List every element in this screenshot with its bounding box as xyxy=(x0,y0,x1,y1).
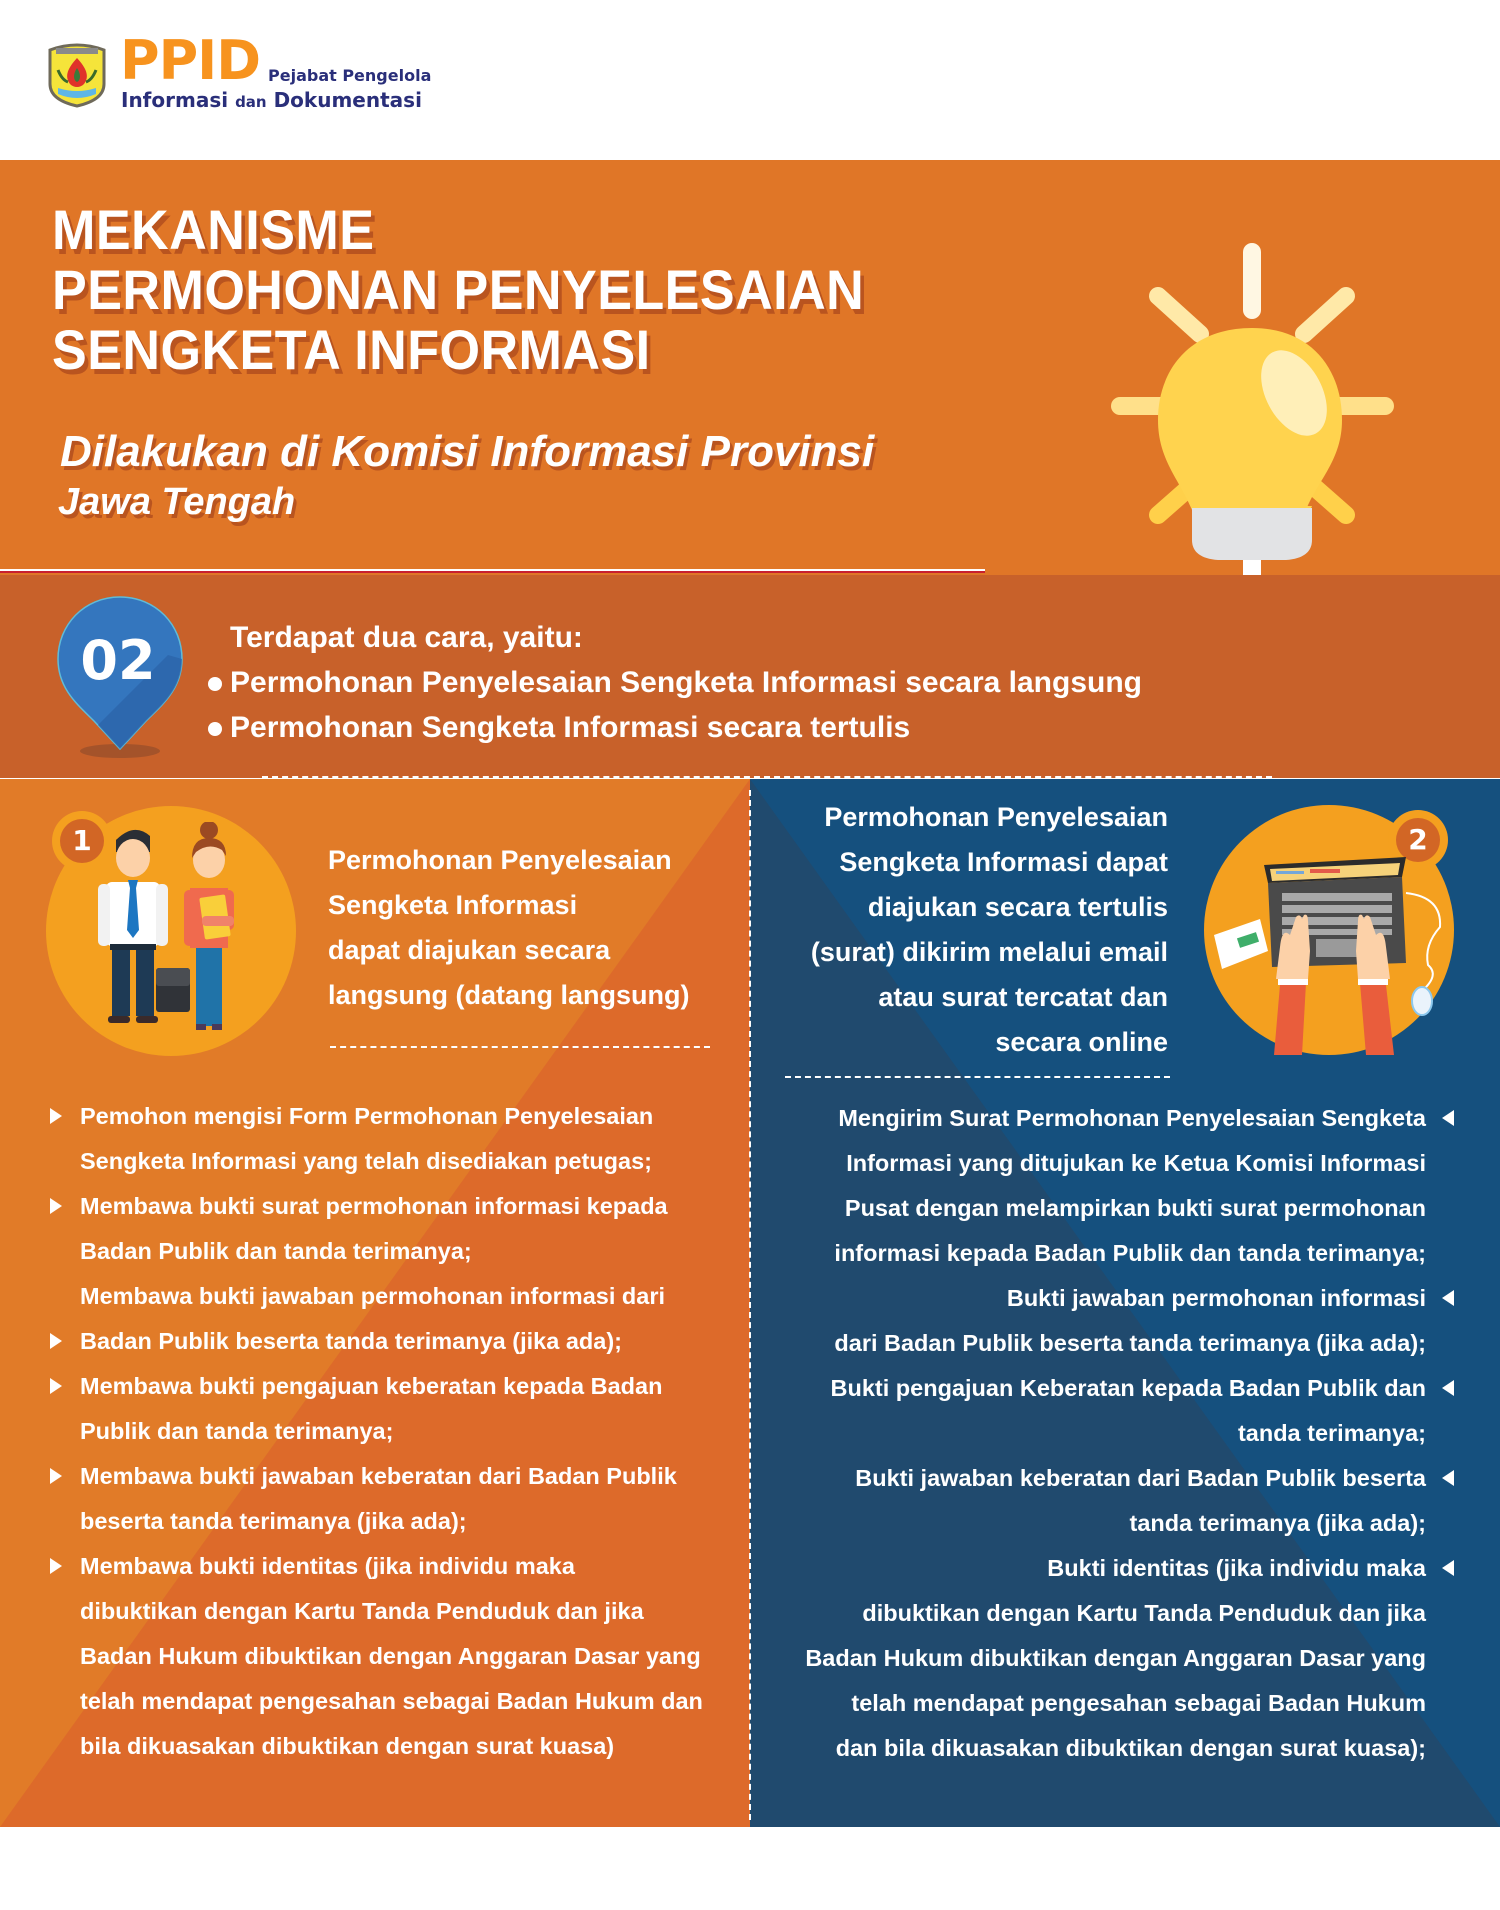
list-item-start: Bukti jawaban keberatan dari Badan Publik beserta xyxy=(770,1456,1460,1501)
list-item-continuation: Badan Hukum dibuktikan dengan Anggaran Dasar yang xyxy=(805,1645,1426,1671)
list-item-continuation: dibuktikan dengan Kartu Tanda Penduduk dan jika xyxy=(80,1598,644,1624)
list-item-start: Membawa bukti jawaban keberatan dari Badan Publik xyxy=(48,1454,738,1499)
list-item-continuation: telah mendapat pengesahan sebagai Badan Hukum dan xyxy=(80,1688,703,1714)
list-item-start: Bukti identitas (jika individu maka xyxy=(770,1546,1460,1591)
list-item-continuation: Membawa bukti jawaban permohonan informasi dari xyxy=(80,1283,665,1309)
regional-crest-icon xyxy=(46,40,108,108)
logo-tagline-line2 xyxy=(121,88,422,112)
subtitle-region: Jawa Tengah xyxy=(58,481,296,523)
people-icon xyxy=(92,822,252,1032)
title-line: SENGKETA INFORMASI xyxy=(52,318,651,381)
list-item-continuation: tanda terimanya (jika ada); xyxy=(1129,1510,1426,1536)
written-requirements-list xyxy=(770,1096,1460,1771)
band-text xyxy=(208,615,1142,750)
description-line: atau surat tercatat dan xyxy=(878,982,1168,1012)
left-dashed-divider xyxy=(330,1046,710,1048)
logo-word-dan: dan xyxy=(235,93,267,111)
list-item-start: Membawa bukti identitas (jika individu maka xyxy=(48,1544,738,1589)
svg-text:02: 02 xyxy=(80,629,156,692)
step-number-pin-icon xyxy=(50,593,190,758)
description-line: Sengketa Informasi dapat xyxy=(839,847,1168,877)
band-dashed-divider xyxy=(262,776,1272,778)
description-line: Permohonan Penyelesaian xyxy=(824,802,1168,832)
logo-acronym: PPID xyxy=(120,29,261,92)
list-item-continuation: beserta tanda terimanya (jika ada); xyxy=(80,1508,467,1534)
description-line: (surat) dikirim melalui email xyxy=(810,937,1168,967)
band-item: Permohonan Sengketa Informasi secara tertulis xyxy=(208,705,1142,750)
list-item-continuation: Badan Hukum dibuktikan dengan Anggaran Dasar yang xyxy=(80,1643,701,1669)
logo-tagline-line1: Pejabat Pengelola xyxy=(268,66,432,85)
laptop-typing-icon xyxy=(1210,855,1450,1055)
description-line: Permohonan Penyelesaian xyxy=(328,845,672,875)
logo-word-dokumentasi: Dokumentasi xyxy=(273,88,422,112)
list-item-start: Badan Publik beserta tanda terimanya (jika ada); xyxy=(48,1319,738,1364)
hero-section xyxy=(0,160,1500,575)
direct-requirements-list xyxy=(48,1094,738,1769)
list-item-continuation: Pusat dengan melampirkan bukti surat permohonan xyxy=(844,1195,1426,1221)
description-line: secara online xyxy=(995,1027,1168,1057)
description-line: dapat diajukan secara xyxy=(328,935,611,965)
logo-bar xyxy=(0,0,1500,160)
panel-vertical-divider xyxy=(749,790,751,1820)
title-divider xyxy=(0,569,985,573)
description-line: Sengketa Informasi xyxy=(328,890,578,920)
list-item-continuation: tanda terimanya; xyxy=(1237,1420,1426,1446)
list-item-continuation: dibuktikan dengan Kartu Tanda Penduduk dan jika xyxy=(862,1600,1426,1626)
step-badge-2: 2 xyxy=(1396,818,1440,862)
footer-space xyxy=(0,1827,1500,1910)
direct-method-description xyxy=(328,838,689,1018)
list-item-start: Membawa bukti pengajuan keberatan kepada Badan xyxy=(48,1364,738,1409)
list-item-start: Membawa bukti surat permohonan informasi kepada xyxy=(48,1184,738,1229)
logo-word-informasi: Informasi xyxy=(121,88,229,112)
list-item-continuation: Sengketa Informasi yang telah disediakan petugas; xyxy=(80,1148,652,1174)
list-item-start: Mengirim Surat Permohonan Penyelesaian Sengketa xyxy=(770,1096,1460,1141)
page-title xyxy=(52,200,925,380)
list-item-continuation: Informasi yang ditujukan ke Ketua Komisi Informasi xyxy=(846,1150,1426,1176)
title-line: PERMOHONAN PENYELESAIAN xyxy=(52,258,865,321)
list-item-continuation: telah mendapat pengesahan sebagai Badan Hukum xyxy=(851,1690,1426,1716)
right-dashed-divider xyxy=(785,1076,1170,1078)
list-item-continuation: dan bila dikuasakan dibuktikan dengan surat kuasa); xyxy=(835,1735,1426,1761)
written-method-description xyxy=(811,795,1168,1065)
step-badge-1: 1 xyxy=(60,819,104,863)
description-line: langsung (datang langsung) xyxy=(328,980,690,1010)
subtitle: Dilakukan di Komisi Informasi Provinsi xyxy=(60,427,875,476)
list-item-start: Pemohon mengisi Form Permohonan Penyelesaian xyxy=(48,1094,738,1139)
description-line: diajukan secara tertulis xyxy=(867,892,1168,922)
list-item-continuation: bila dikuasakan dibuktikan dengan surat kuasa) xyxy=(80,1733,615,1759)
band-item: Permohonan Penyelesaian Sengketa Informasi secara langsung xyxy=(208,660,1142,705)
band-intro: Terdapat dua cara, yaitu: xyxy=(230,621,583,654)
list-item-start: Bukti pengajuan Keberatan kepada Badan Publik dan xyxy=(770,1366,1460,1411)
list-item-continuation: Publik dan tanda terimanya; xyxy=(80,1418,394,1444)
list-item-continuation: informasi kepada Badan Publik dan tanda terimanya; xyxy=(834,1240,1426,1266)
list-item-continuation: Badan Publik dan tanda terimanya; xyxy=(80,1238,472,1264)
list-item-continuation: dari Badan Publik beserta tanda terimanya (jika ada); xyxy=(834,1330,1426,1356)
list-item-start: Bukti jawaban permohonan informasi xyxy=(770,1276,1460,1321)
title-line: MEKANISME xyxy=(52,198,375,261)
lightbulb-icon xyxy=(1080,210,1430,575)
